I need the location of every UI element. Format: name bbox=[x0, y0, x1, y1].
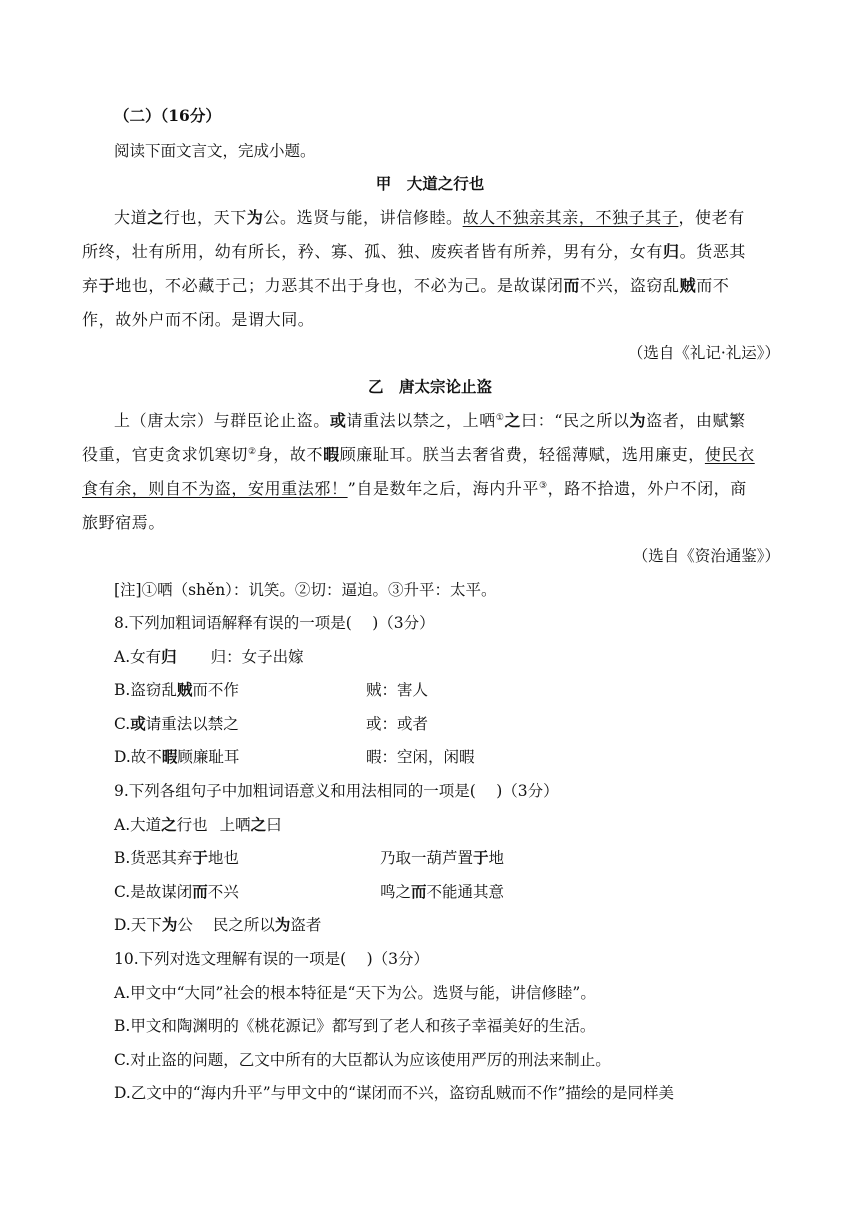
instruction: 阅读下面文言文，完成小题。 bbox=[114, 142, 316, 160]
passage-a-source: （选自《礼记·礼运》） bbox=[627, 344, 780, 362]
passage-b-line-4: 旅野宿焉。 bbox=[82, 513, 166, 532]
q10-option-a: A.甲文中“大同”社会的根本特征是“天下为公。选贤与能，讲信修睦”。 bbox=[114, 984, 596, 1002]
passage-b-line-2: 役重，官吏贪求饥寒切②身，故不暇顾廉耻耳。朕当去奢省费，轻徭薄赋，选用廉吏，使民衣 bbox=[82, 445, 755, 464]
q10-option-b: B.甲文和陶渊明的《桃花源记》都写到了老人和孩子幸福美好的生活。 bbox=[114, 1017, 596, 1035]
q9-option-c: C.是故谋闭而不兴 鸣之而不能通其意 bbox=[114, 882, 505, 901]
passage-a-line-4: 作，故外户而不闭。是谓大同。 bbox=[82, 310, 315, 329]
q9-option-b: B.货恶其弃于地也 乃取一葫芦置于地 bbox=[114, 848, 505, 867]
underlined-sentence: 故人不独亲其亲，不独子其子 bbox=[462, 208, 679, 227]
underlined-sentence: 食有余，则自不为盗，安用重法邪！ bbox=[82, 479, 348, 498]
passage-a-title: 甲 大道之行也 bbox=[375, 174, 485, 193]
q9-option-d: D.天下为公 民之所以为盗者 bbox=[114, 915, 322, 934]
passage-b-title: 乙 唐太宗论止盗 bbox=[367, 377, 492, 396]
passage-b-line-1: 上（唐太宗）与群臣论止盗。或请重法以禁之，上哂①之曰：“民之所以为盗者，由赋繁 bbox=[114, 411, 746, 430]
q8-stem: 8.下列加粗词语解释有误的一项是( )（3分） bbox=[114, 614, 435, 632]
q10-option-d: D.乙文中的“海内升平”与甲文中的“谋闭而不兴，盗窃乱贼而不作”描绘的是同样美 bbox=[114, 1084, 675, 1102]
q8-option-a: A.女有归 归：女子出嫁 bbox=[114, 647, 304, 666]
passage-b-source: （选自《资治通鉴》） bbox=[632, 547, 780, 565]
q8-option-b: B.盗窃乱贼而不作 贼：害人 bbox=[114, 680, 429, 699]
section-heading: （二）（16分） bbox=[114, 106, 221, 125]
q8-option-d: D.故不暇顾廉耻耳 暇：空闲，闲暇 bbox=[114, 747, 475, 766]
passage-a-line-2: 所终，壮有所用，幼有所长，矜、寡、孤、独、废疾者皆有所养，男有分，女有归。货恶其 bbox=[82, 242, 747, 261]
q9-option-a: A.大道之行也 上哂之曰 bbox=[114, 815, 282, 834]
passage-a-line-3: 弃于地也，不必藏于己；力恶其不出于身也，不必为己。是故谋闭而不兴，盗窃乱贼而不 bbox=[82, 276, 730, 295]
passage-b-line-3: 食有余，则自不为盗，安用重法邪！”自是数年之后，海内升平③，路不拾遗，外户不闭，商 bbox=[82, 479, 747, 498]
q8-option-c: C.或请重法以禁之 或：或者 bbox=[114, 714, 429, 733]
q10-option-c: C.对止盗的问题，乙文中所有的大臣都认为应该使用严厉的刑法来制止。 bbox=[114, 1051, 611, 1069]
q10-stem: 10.下列对选文理解有误的一项是( )（3分） bbox=[114, 950, 430, 968]
underlined-sentence: 使民衣 bbox=[704, 445, 755, 464]
passage-a-line-1: 大道之行也，天下为公。选贤与能，讲信修睦。故人不独亲其亲，不独子其子，使老有 bbox=[114, 208, 745, 227]
annotation-note: [注]①哂（shěn）：讥笑。②切：逼迫。③升平：太平。 bbox=[114, 581, 497, 599]
q9-stem: 9.下列各组句子中加粗词语意义和用法相同的一项是( )（3分） bbox=[114, 782, 559, 800]
